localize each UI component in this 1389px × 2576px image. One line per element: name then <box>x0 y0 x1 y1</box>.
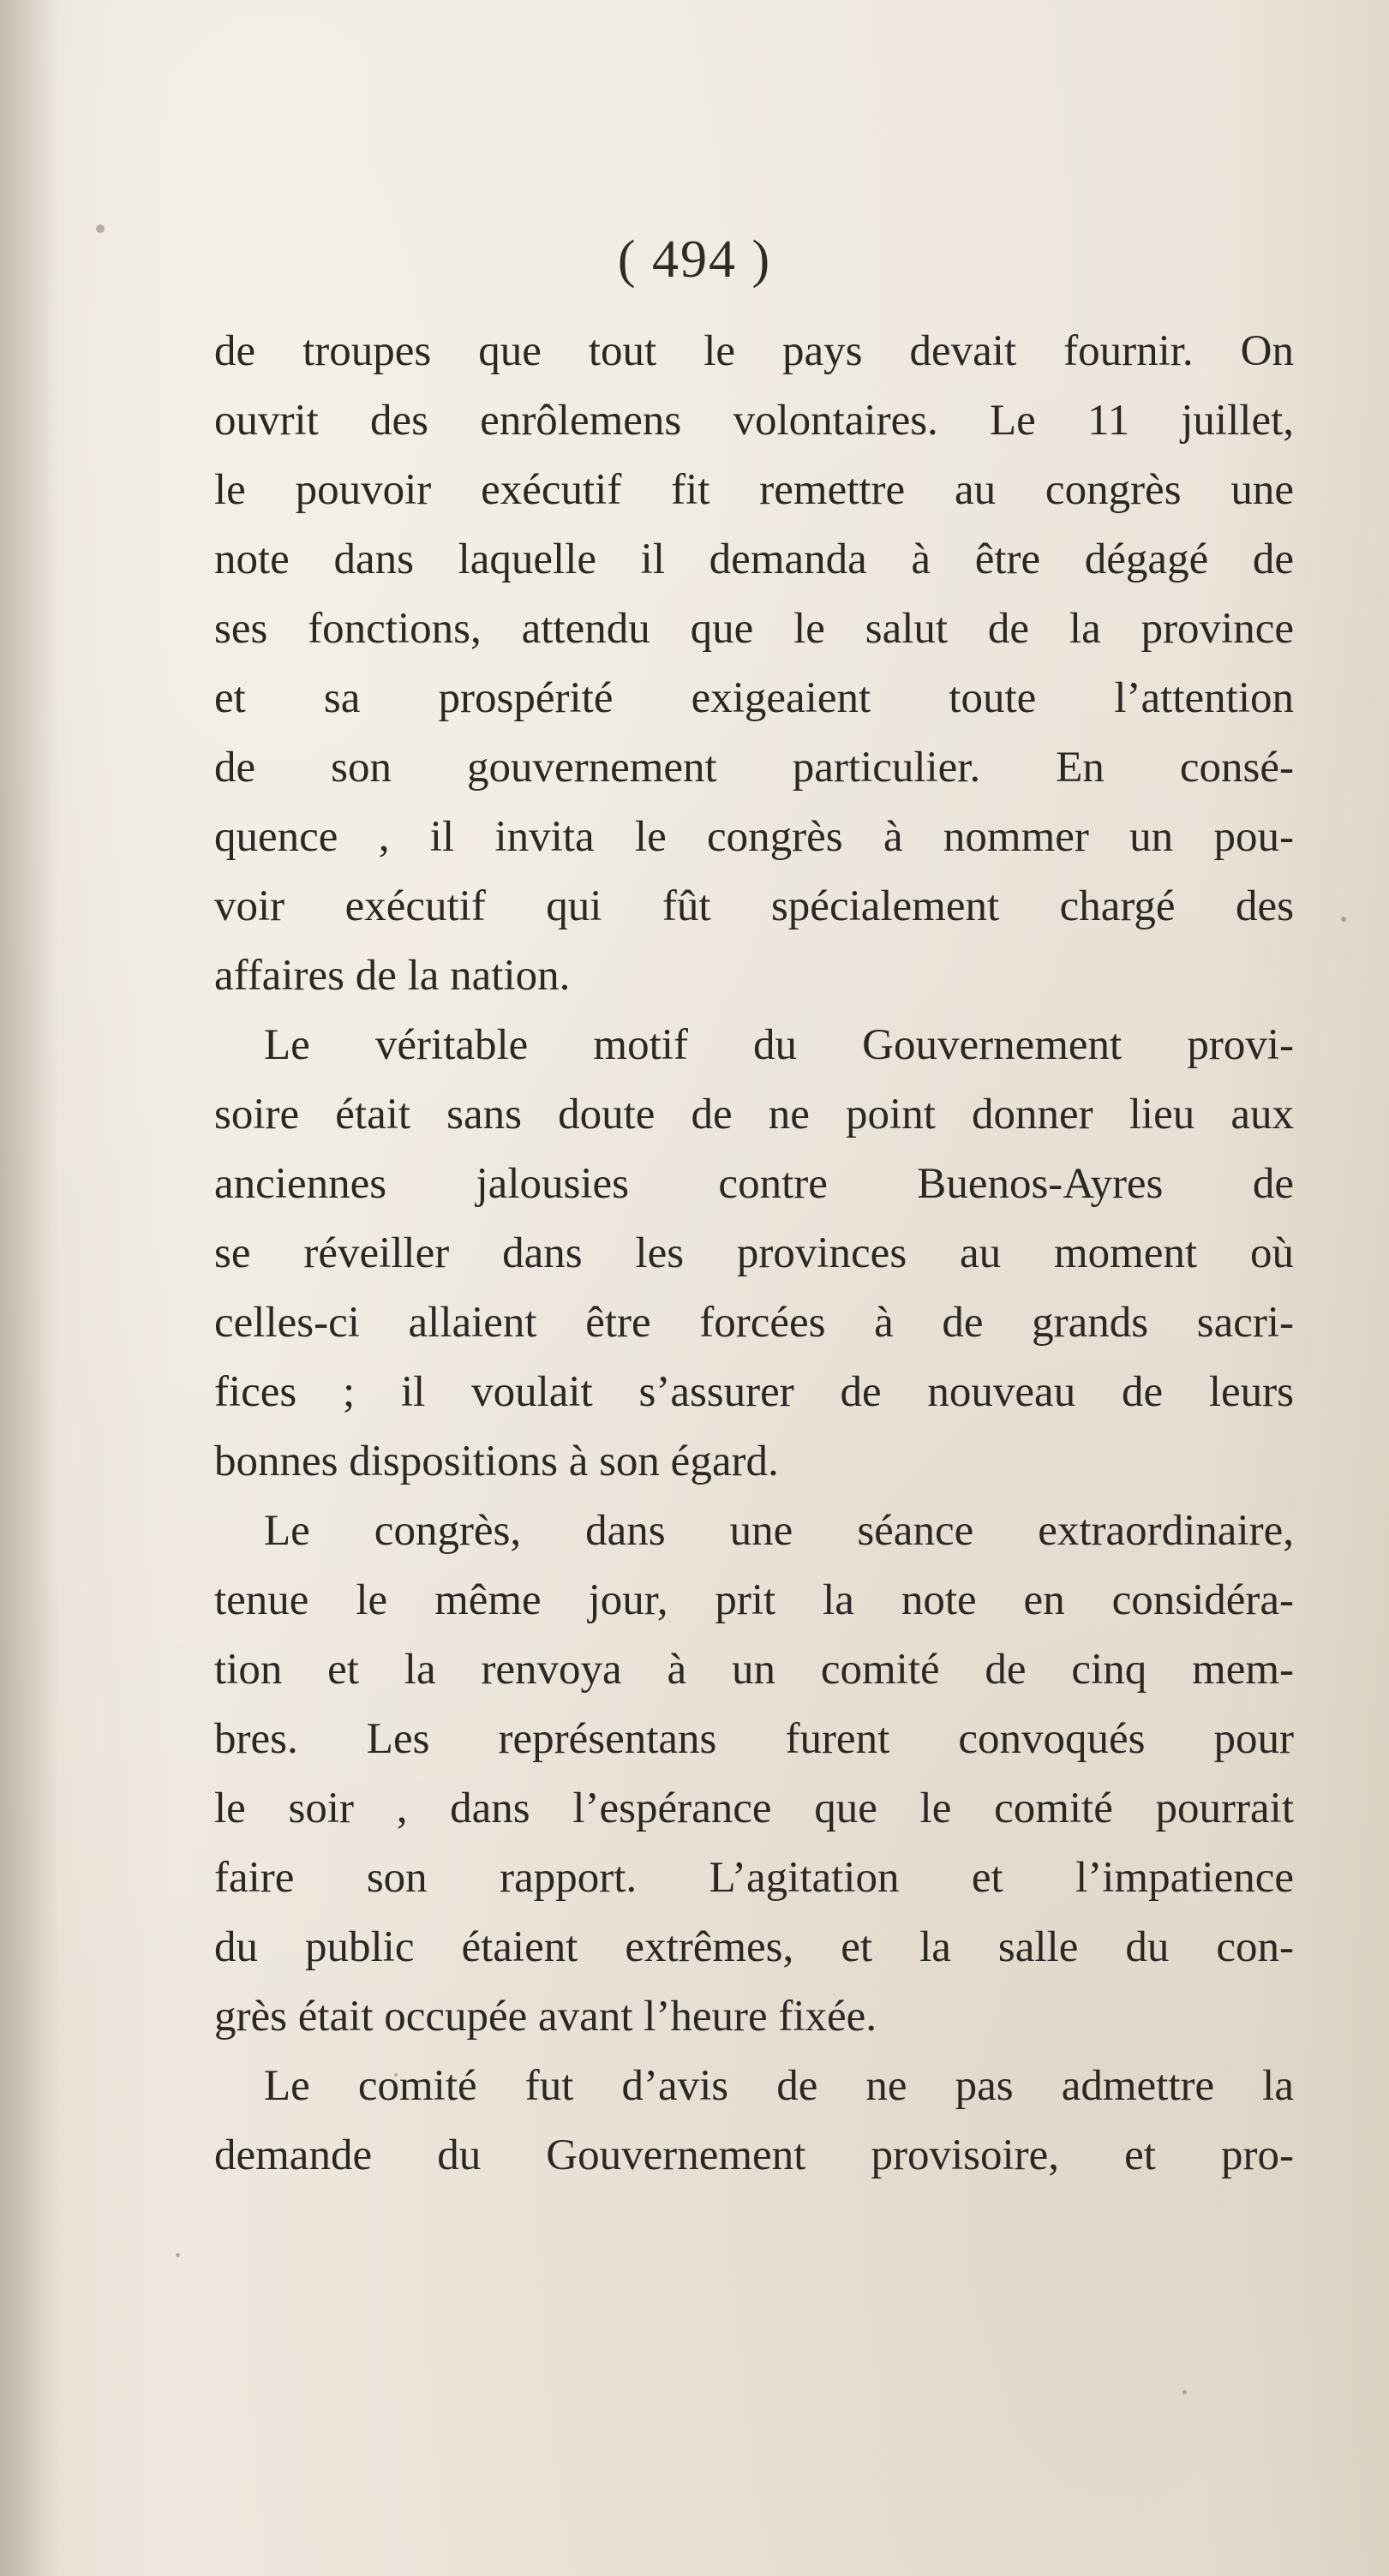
text-line: Le comité fut d’avis de ne pas admettre la <box>264 2062 1294 2110</box>
text-line: et sa prospérité exigeaient toute l’attention <box>214 674 1294 722</box>
text-line: tion et la renvoya à un comité de cinq mem- <box>214 1646 1294 1694</box>
body-text <box>214 317 1294 2190</box>
text-line: soire était sans doute de ne point donner lieu aux <box>214 1091 1294 1139</box>
text-line: grès était occupée avant l’heure fixée. <box>214 1993 877 2041</box>
text-line: faire son rapport. L’agitation et l’impatience <box>214 1854 1294 1902</box>
spine-shadow <box>0 0 60 2576</box>
text-line: celles-ci allaient être forcées à de grands sacri- <box>214 1299 1294 1347</box>
paper-speck <box>176 2253 180 2257</box>
text-line: demande du Gouvernement provisoire, et pro- <box>214 2131 1294 2179</box>
text-line: fices ; il voulait s’assurer de nouveau de leurs <box>214 1368 1294 1416</box>
paper-speck <box>1182 2390 1187 2394</box>
text-line: bres. Les représentans furent convoqués pour <box>214 1715 1294 1763</box>
text-line: bonnes dispositions à son égard. <box>214 1437 779 1485</box>
text-line: anciennes jalousies contre Buenos-Ayres de <box>214 1160 1294 1208</box>
text-line: le pouvoir exécutif fit remettre au congrès une <box>214 466 1294 514</box>
text-line: tenue le même jour, prit la note en considéra- <box>214 1576 1294 1624</box>
text-line: de troupes que tout le pays devait fournir. On <box>214 327 1294 375</box>
text-line: le soir , dans l’espérance que le comité pourrait <box>214 1784 1294 1832</box>
text-line: du public étaient extrêmes, et la salle du con- <box>214 1923 1294 1971</box>
text-line: ouvrit des enrôlemens volontaires. Le 11 juillet, <box>214 397 1294 445</box>
text-line: Le congrès, dans une séance extraordinaire, <box>264 1507 1294 1555</box>
text-line: Le véritable motif du Gouvernement provi- <box>264 1021 1294 1069</box>
text-line: voir exécutif qui fût spécialement chargé des <box>214 882 1294 930</box>
text-line: de son gouvernement particulier. En consé- <box>214 744 1294 792</box>
text-line: se réveiller dans les provinces au moment où <box>214 1229 1294 1277</box>
text-line: note dans laquelle il demanda à être dégagé de <box>214 535 1294 583</box>
page-number: ( 494 ) <box>617 230 772 289</box>
text-line: affaires de la nation. <box>214 952 571 1000</box>
paper-speck <box>1341 917 1346 922</box>
text-line: quence , il invita le congrès à nommer un pou- <box>214 813 1294 861</box>
text-line: ses fonctions, attendu que le salut de la province <box>214 605 1294 653</box>
